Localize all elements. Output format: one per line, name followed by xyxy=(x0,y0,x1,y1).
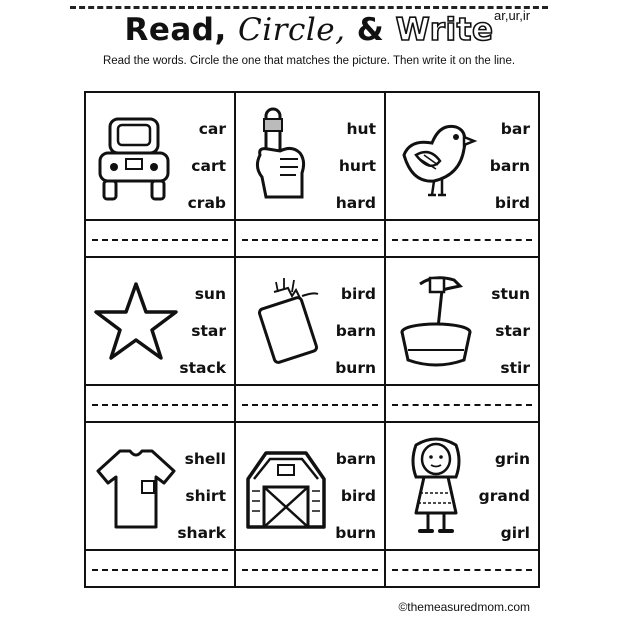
word-option[interactable]: burn xyxy=(335,524,376,542)
writing-line-dashed[interactable] xyxy=(242,239,378,241)
worksheet-cell xyxy=(236,423,386,586)
word-option[interactable]: grin xyxy=(494,450,530,468)
writing-line-top xyxy=(386,219,538,221)
word-option[interactable]: girl xyxy=(500,524,530,542)
top-dashed-border xyxy=(70,6,548,9)
worksheet-cell xyxy=(86,93,236,256)
writing-line-dashed[interactable] xyxy=(92,569,228,571)
writing-line-dashed[interactable] xyxy=(242,569,378,571)
word-option[interactable]: sun xyxy=(194,285,226,303)
word-option[interactable]: crab xyxy=(187,194,226,212)
word-option[interactable]: shark xyxy=(177,524,226,542)
stir-bowl-icon xyxy=(390,266,482,376)
writing-line-dashed[interactable] xyxy=(392,404,532,406)
worksheet-cell xyxy=(86,258,236,421)
word-option[interactable]: burn xyxy=(335,359,376,377)
writing-line-dashed[interactable] xyxy=(92,239,228,241)
hurt-finger-icon xyxy=(240,101,332,211)
word-option[interactable]: stir xyxy=(500,359,530,377)
word-option[interactable]: grand xyxy=(478,487,530,505)
word-option[interactable]: star xyxy=(191,322,226,340)
instructions: Read the words. Circle the one that matches the picture. Then write it on the line. xyxy=(102,55,516,67)
writing-line-top xyxy=(236,219,384,221)
worksheet-grid xyxy=(84,91,540,588)
car-icon xyxy=(90,101,182,211)
phonics-tag: ar,ur,ir xyxy=(494,8,531,23)
word-option[interactable]: hurt xyxy=(338,157,376,175)
worksheet-cell xyxy=(386,93,538,256)
writing-line-top xyxy=(86,384,234,386)
word-option[interactable]: shell xyxy=(184,450,226,468)
shirt-icon xyxy=(90,431,182,541)
worksheet-row xyxy=(86,258,538,423)
writing-line-dashed[interactable] xyxy=(242,404,378,406)
title-ampersand: & xyxy=(356,12,385,48)
writing-line-top xyxy=(236,549,384,551)
word-option[interactable]: barn xyxy=(335,450,376,468)
title-write: Write xyxy=(395,12,494,48)
word-option[interactable]: hut xyxy=(346,120,376,138)
word-option[interactable]: star xyxy=(495,322,530,340)
word-option[interactable]: barn xyxy=(489,157,530,175)
writing-line-dashed[interactable] xyxy=(392,239,532,241)
worksheet-cell xyxy=(386,423,538,586)
word-option[interactable]: shirt xyxy=(185,487,226,505)
writing-line-dashed[interactable] xyxy=(392,569,532,571)
worksheet-cell xyxy=(386,258,538,421)
copyright-footer: ©themeasuredmom.com xyxy=(398,600,530,614)
star-icon xyxy=(90,266,182,376)
worksheet-row xyxy=(86,423,538,586)
word-option[interactable]: bird xyxy=(340,487,376,505)
worksheet-cell xyxy=(236,93,386,256)
word-option[interactable]: stun xyxy=(491,285,530,303)
word-option[interactable]: hard xyxy=(335,194,376,212)
word-option[interactable]: bar xyxy=(500,120,530,138)
word-option[interactable]: bird xyxy=(340,285,376,303)
word-option[interactable]: barn xyxy=(335,322,376,340)
word-option[interactable]: car xyxy=(198,120,226,138)
worksheet-row xyxy=(86,93,538,258)
title-circle: Circle, xyxy=(238,12,346,48)
writing-line-top xyxy=(86,219,234,221)
word-option[interactable]: bird xyxy=(494,194,530,212)
writing-line-top xyxy=(86,549,234,551)
girl-icon xyxy=(390,431,482,541)
bird-icon xyxy=(390,101,482,211)
barn-icon xyxy=(240,431,332,541)
word-option[interactable]: stack xyxy=(179,359,226,377)
writing-line-dashed[interactable] xyxy=(92,404,228,406)
writing-line-top xyxy=(386,384,538,386)
word-option[interactable]: cart xyxy=(191,157,226,175)
worksheet-cell xyxy=(86,423,236,586)
writing-line-top xyxy=(386,549,538,551)
burn-toast-icon xyxy=(240,266,332,376)
writing-line-top xyxy=(236,384,384,386)
title-read: Read, xyxy=(124,12,227,48)
worksheet-cell xyxy=(236,258,386,421)
